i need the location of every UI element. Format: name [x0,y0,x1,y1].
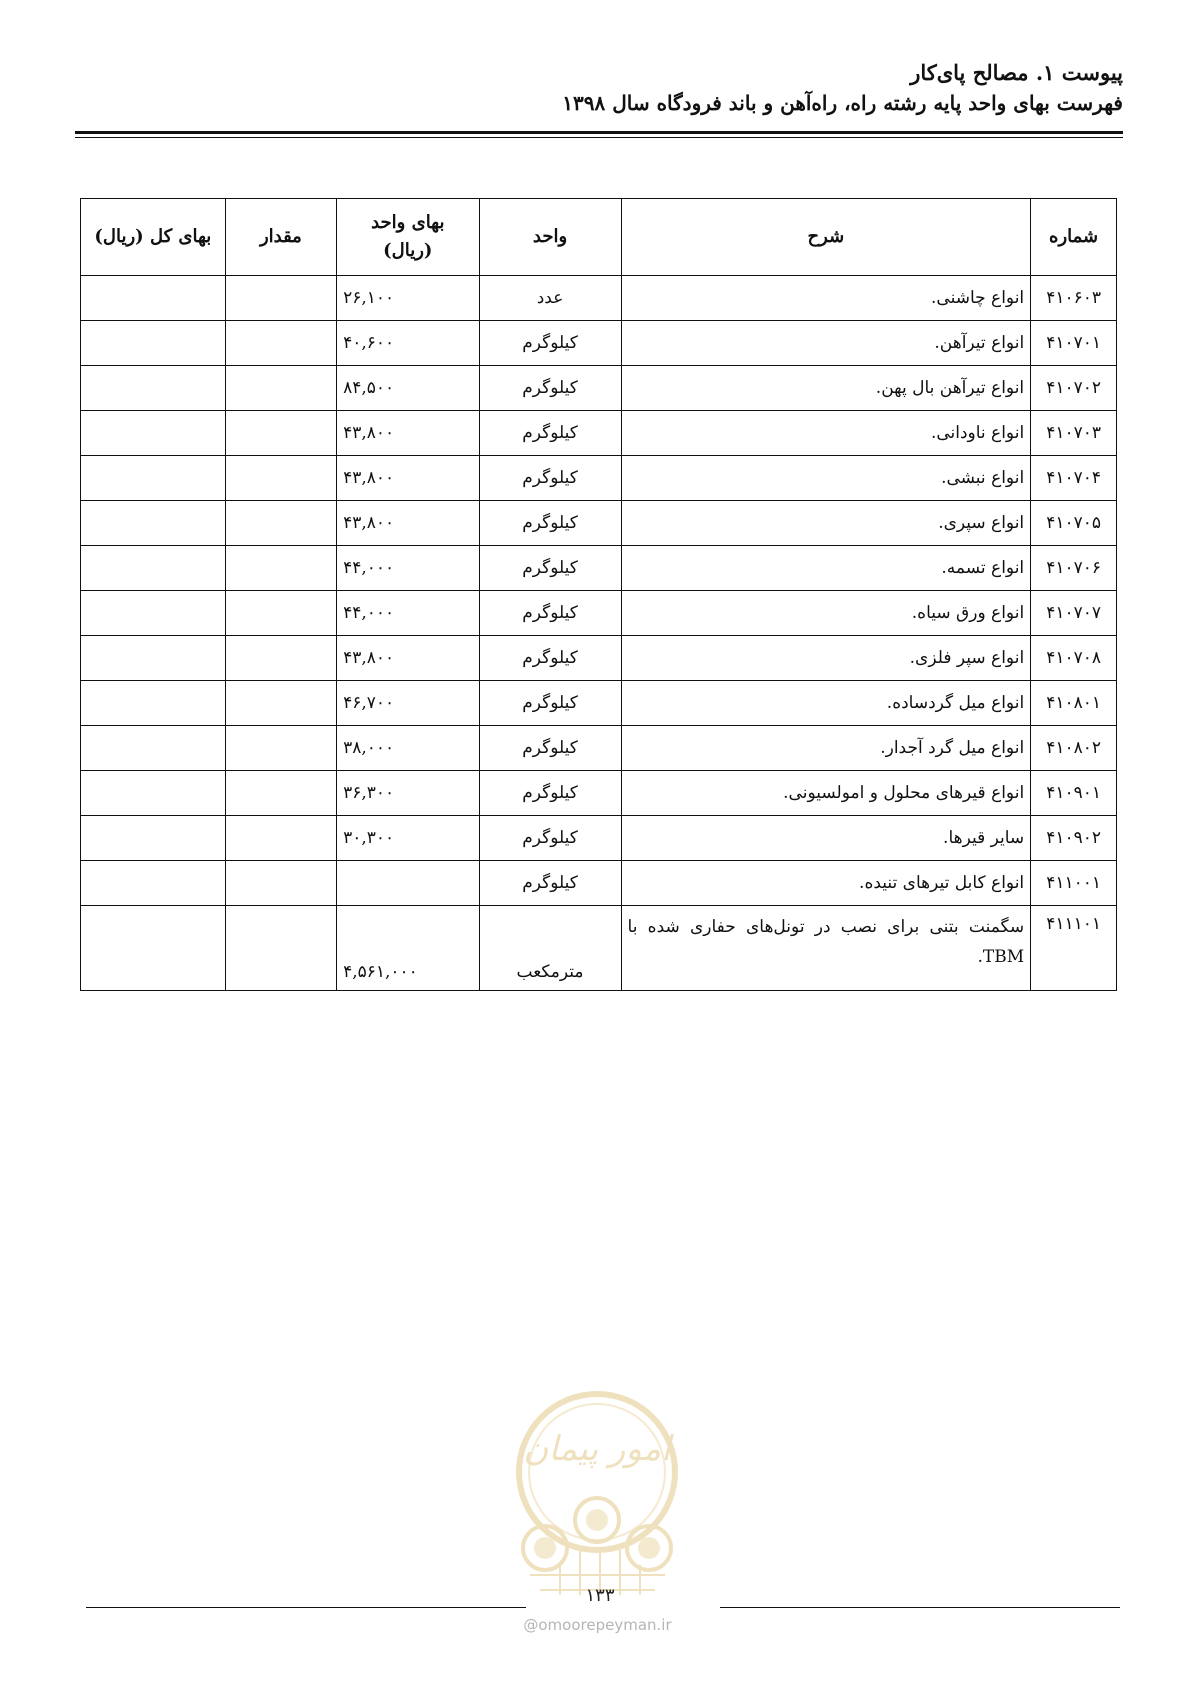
item-unit-price [337,861,479,906]
item-quantity [225,546,336,591]
item-unit: کیلوگرم [479,861,621,906]
item-quantity [225,591,336,636]
item-code: ۴۱۰۷۰۵ [1031,501,1117,546]
item-code: ۴۱۰۷۰۲ [1031,366,1117,411]
header-rule-thin [75,137,1123,138]
price-table [80,198,1117,991]
footer-rule-right [720,1607,1120,1608]
item-quantity [225,861,336,906]
item-code: ۴۱۰۷۰۸ [1031,636,1117,681]
item-quantity [225,816,336,861]
item-unit-price: ۴,۵۶۱,۰۰۰ [337,906,479,991]
item-total [81,411,226,456]
footer-rule-left [86,1607,526,1608]
item-unit: کیلوگرم [479,591,621,636]
page-number: ۱۳۳ [585,1585,615,1606]
item-code: ۴۱۱۰۰۱ [1031,861,1117,906]
item-unit-price: ۴۳,۸۰۰ [337,411,479,456]
item-quantity [225,906,336,991]
header-quantity: مقدار [225,199,336,276]
item-unit-price: ۸۴,۵۰۰ [337,366,479,411]
item-description: انواع ناودانی. [621,411,1031,456]
item-unit-price: ۳۶,۳۰۰ [337,771,479,816]
item-code: ۴۱۰۷۰۳ [1031,411,1117,456]
header-unit-price-currency: (ریال) [383,240,433,261]
item-total [81,681,226,726]
item-description: انواع سپری. [621,501,1031,546]
table-header-row [81,199,1117,276]
item-description: انواع ورق سیاه. [621,591,1031,636]
table-row [81,456,1117,501]
table-row [81,546,1117,591]
item-code: ۴۱۰۸۰۱ [1031,681,1117,726]
table-row [81,681,1117,726]
appendix-title: پیوست ۱. مصالح پای‌کار [910,60,1123,85]
item-code: ۴۱۰۶۰۳ [1031,276,1117,321]
item-unit: مترمکعب [479,906,621,991]
item-unit-price: ۴۶,۷۰۰ [337,681,479,726]
item-code: ۴۱۰۹۰۲ [1031,816,1117,861]
item-unit: کیلوگرم [479,726,621,771]
item-code: ۴۱۱۱۰۱ [1031,906,1117,991]
item-unit-price: ۲۶,۱۰۰ [337,276,479,321]
header-unit: واحد [479,199,621,276]
watermark-logo [500,1390,695,1600]
table-row [81,411,1117,456]
item-code: ۴۱۰۹۰۱ [1031,771,1117,816]
item-total [81,546,226,591]
item-unit-price: ۴۳,۸۰۰ [337,636,479,681]
header-description: شرح [621,199,1031,276]
item-unit-price: ۴۴,۰۰۰ [337,546,479,591]
table-row [81,861,1117,906]
item-total [81,771,226,816]
item-total [81,636,226,681]
item-code: ۴۱۰۸۰۲ [1031,726,1117,771]
item-description: انواع چاشنی. [621,276,1031,321]
item-unit: کیلوگرم [479,321,621,366]
item-description: انواع تیرآهن. [621,321,1031,366]
header-unit-price-label: بهای واحد [371,212,445,233]
item-unit: کیلوگرم [479,366,621,411]
item-description: انواع میل گرد آجدار. [621,726,1031,771]
item-unit: عدد [479,276,621,321]
watermark-url: @omoorepeyman.ir [523,1616,672,1634]
item-description: سگمنت بتنی برای نصب در تونل‌های حفاری شده با TBM. [621,906,1031,991]
item-unit-price: ۴۳,۸۰۰ [337,456,479,501]
item-description: انواع تیرآهن بال پهن. [621,366,1031,411]
item-description: انواع تسمه. [621,546,1031,591]
item-total [81,591,226,636]
table-row [81,726,1117,771]
item-unit-price: ۳۰,۳۰۰ [337,816,479,861]
item-total [81,906,226,991]
item-unit: کیلوگرم [479,546,621,591]
item-total [81,456,226,501]
item-total [81,501,226,546]
item-code: ۴۱۰۷۰۱ [1031,321,1117,366]
item-total [81,861,226,906]
item-description: انواع سپر فلزی. [621,636,1031,681]
item-quantity [225,681,336,726]
header-code: شماره [1031,199,1117,276]
item-total [81,816,226,861]
item-unit: کیلوگرم [479,771,621,816]
item-quantity [225,411,336,456]
table-row [81,906,1117,991]
item-code: ۴۱۰۷۰۶ [1031,546,1117,591]
item-unit: کیلوگرم [479,411,621,456]
item-quantity [225,726,336,771]
header-unit-price [337,199,479,276]
document-title: فهرست بهای واحد پایه رشته راه، راه‌آهن و باند فرودگاه سال ۱۳۹۸ [562,91,1123,115]
table-row [81,501,1117,546]
header-rule-thick [75,131,1123,134]
header-total: بهای کل (ریال) [81,199,226,276]
watermark-text: امور پیمان [523,1429,671,1469]
item-quantity [225,321,336,366]
item-code: ۴۱۰۷۰۴ [1031,456,1117,501]
item-unit-price: ۴۰,۶۰۰ [337,321,479,366]
item-quantity [225,501,336,546]
item-unit: کیلوگرم [479,816,621,861]
item-quantity [225,456,336,501]
item-unit: کیلوگرم [479,636,621,681]
watermark-seal-icon [500,1390,695,1600]
item-description: سایر قیرها. [621,816,1031,861]
table-row [81,771,1117,816]
item-quantity [225,771,336,816]
table-row [81,636,1117,681]
item-total [81,366,226,411]
item-total [81,321,226,366]
item-unit: کیلوگرم [479,501,621,546]
item-description: انواع میل گردساده. [621,681,1031,726]
table-row [81,591,1117,636]
page-header [75,58,1123,118]
item-unit: کیلوگرم [479,456,621,501]
table-row [81,366,1117,411]
item-code: ۴۱۰۷۰۷ [1031,591,1117,636]
table-row [81,276,1117,321]
item-quantity [225,276,336,321]
item-unit-price: ۴۳,۸۰۰ [337,501,479,546]
table-row [81,321,1117,366]
item-quantity [225,636,336,681]
item-unit: کیلوگرم [479,681,621,726]
item-description: انواع قیرهای محلول و امولسیونی. [621,771,1031,816]
item-unit-price: ۳۸,۰۰۰ [337,726,479,771]
item-total [81,276,226,321]
item-description: انواع کابل تیرهای تنیده. [621,861,1031,906]
item-total [81,726,226,771]
item-quantity [225,366,336,411]
table-row [81,816,1117,861]
item-description: انواع نبشی. [621,456,1031,501]
item-unit-price: ۴۴,۰۰۰ [337,591,479,636]
